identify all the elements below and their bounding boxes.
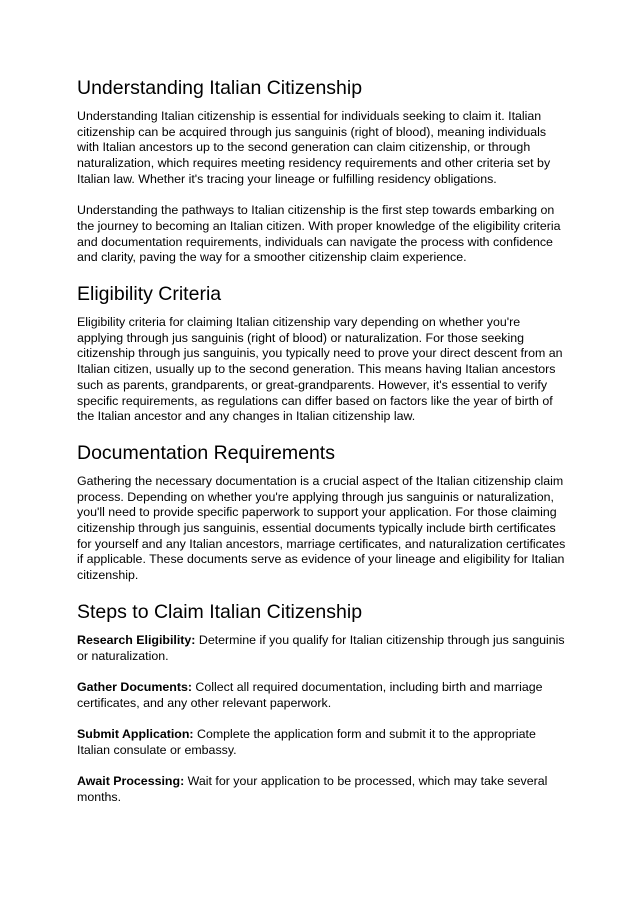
document-page — [77, 76, 567, 822]
step-text: Wait for your application to be processed, which may take several months. — [77, 774, 548, 804]
step-item — [77, 680, 567, 711]
section-understanding — [77, 76, 567, 266]
heading-eligibility: Eligibility Criteria — [77, 283, 222, 306]
section-eligibility — [77, 282, 567, 425]
step-text: Collect all required documentation, including birth and marriage certificates, and any other relevant paperwork. — [77, 679, 543, 710]
paragraph-understanding-1: Understanding Italian citizenship is essential for individuals seeking to claim it. Italian citizenship can be acquired through jus sanguinis (right of blood), meaning individuals with Italian ancestors up to the second generation can claim citizenship, or through naturalization, which requires meeting residency requirements and other criteria set by Italian law. Whether it's tracing your lineage or fulfilling residency obligations. — [77, 109, 551, 186]
section-steps — [77, 600, 567, 806]
step-text: Complete the application form and submit it to the appropriate Italian consulate or embassy. — [77, 727, 536, 757]
paragraph-documentation: Gathering the necessary documentation is a crucial aspect of the Italian citizenship claim process. Depending on whether you're applying through jus sanguinis or naturalization, you'll need to provide specific paperwork to support your application. For those claiming citizenship through jus sanguinis, essential documents typically include birth certificates for yourself and any Italian ancestors, marriage certificates, and naturalization certificates if applicable. These documents serve as evidence of your lineage and eligibility for Italian citizenship. — [77, 473, 566, 583]
step-item — [77, 774, 567, 805]
step-label: Await Processing: — [77, 774, 185, 789]
paragraph-gap — [77, 188, 567, 204]
step-label: Research Eligibility: — [77, 632, 196, 647]
heading-steps: Steps to Claim Italian Citizenship — [77, 600, 363, 623]
step-text: Determine if you qualify for Italian citizenship through jus sanguinis or naturalization. — [77, 632, 565, 663]
step-item — [77, 633, 567, 664]
heading-documentation: Documentation Requirements — [77, 441, 335, 464]
heading-understanding: Understanding Italian Citizenship — [77, 77, 363, 99]
section-documentation — [77, 441, 567, 584]
step-label: Submit Application: — [77, 727, 194, 742]
paragraph-understanding-2: Understanding the pathways to Italian citizenship is the first step towards embarking on the journey to becoming an Italian citizen. With proper knowledge of the eligibility criteria and documentation requirements, individuals can navigate the process with confidence and clarity, paving the way for a smoother citizenship claim experience. — [77, 203, 561, 265]
step-label: Gather Documents: — [77, 679, 192, 694]
step-item — [77, 727, 567, 758]
paragraph-eligibility: Eligibility criteria for claiming Italian citizenship vary depending on whether you're applying through jus sanguinis (right of blood) or naturalization. For those seeking citizenship through jus sanguinis, you typically need to prove your direct descent from an Italian citizen, usually up to the second generation. This means having Italian ancestors such as parents, grandparents, or great-grandparents. However, it's essential to verify specific requirements, as regulations can differ based on factors like the year of birth of the Italian ancestor and any changes in Italian citizenship law. — [77, 315, 563, 424]
